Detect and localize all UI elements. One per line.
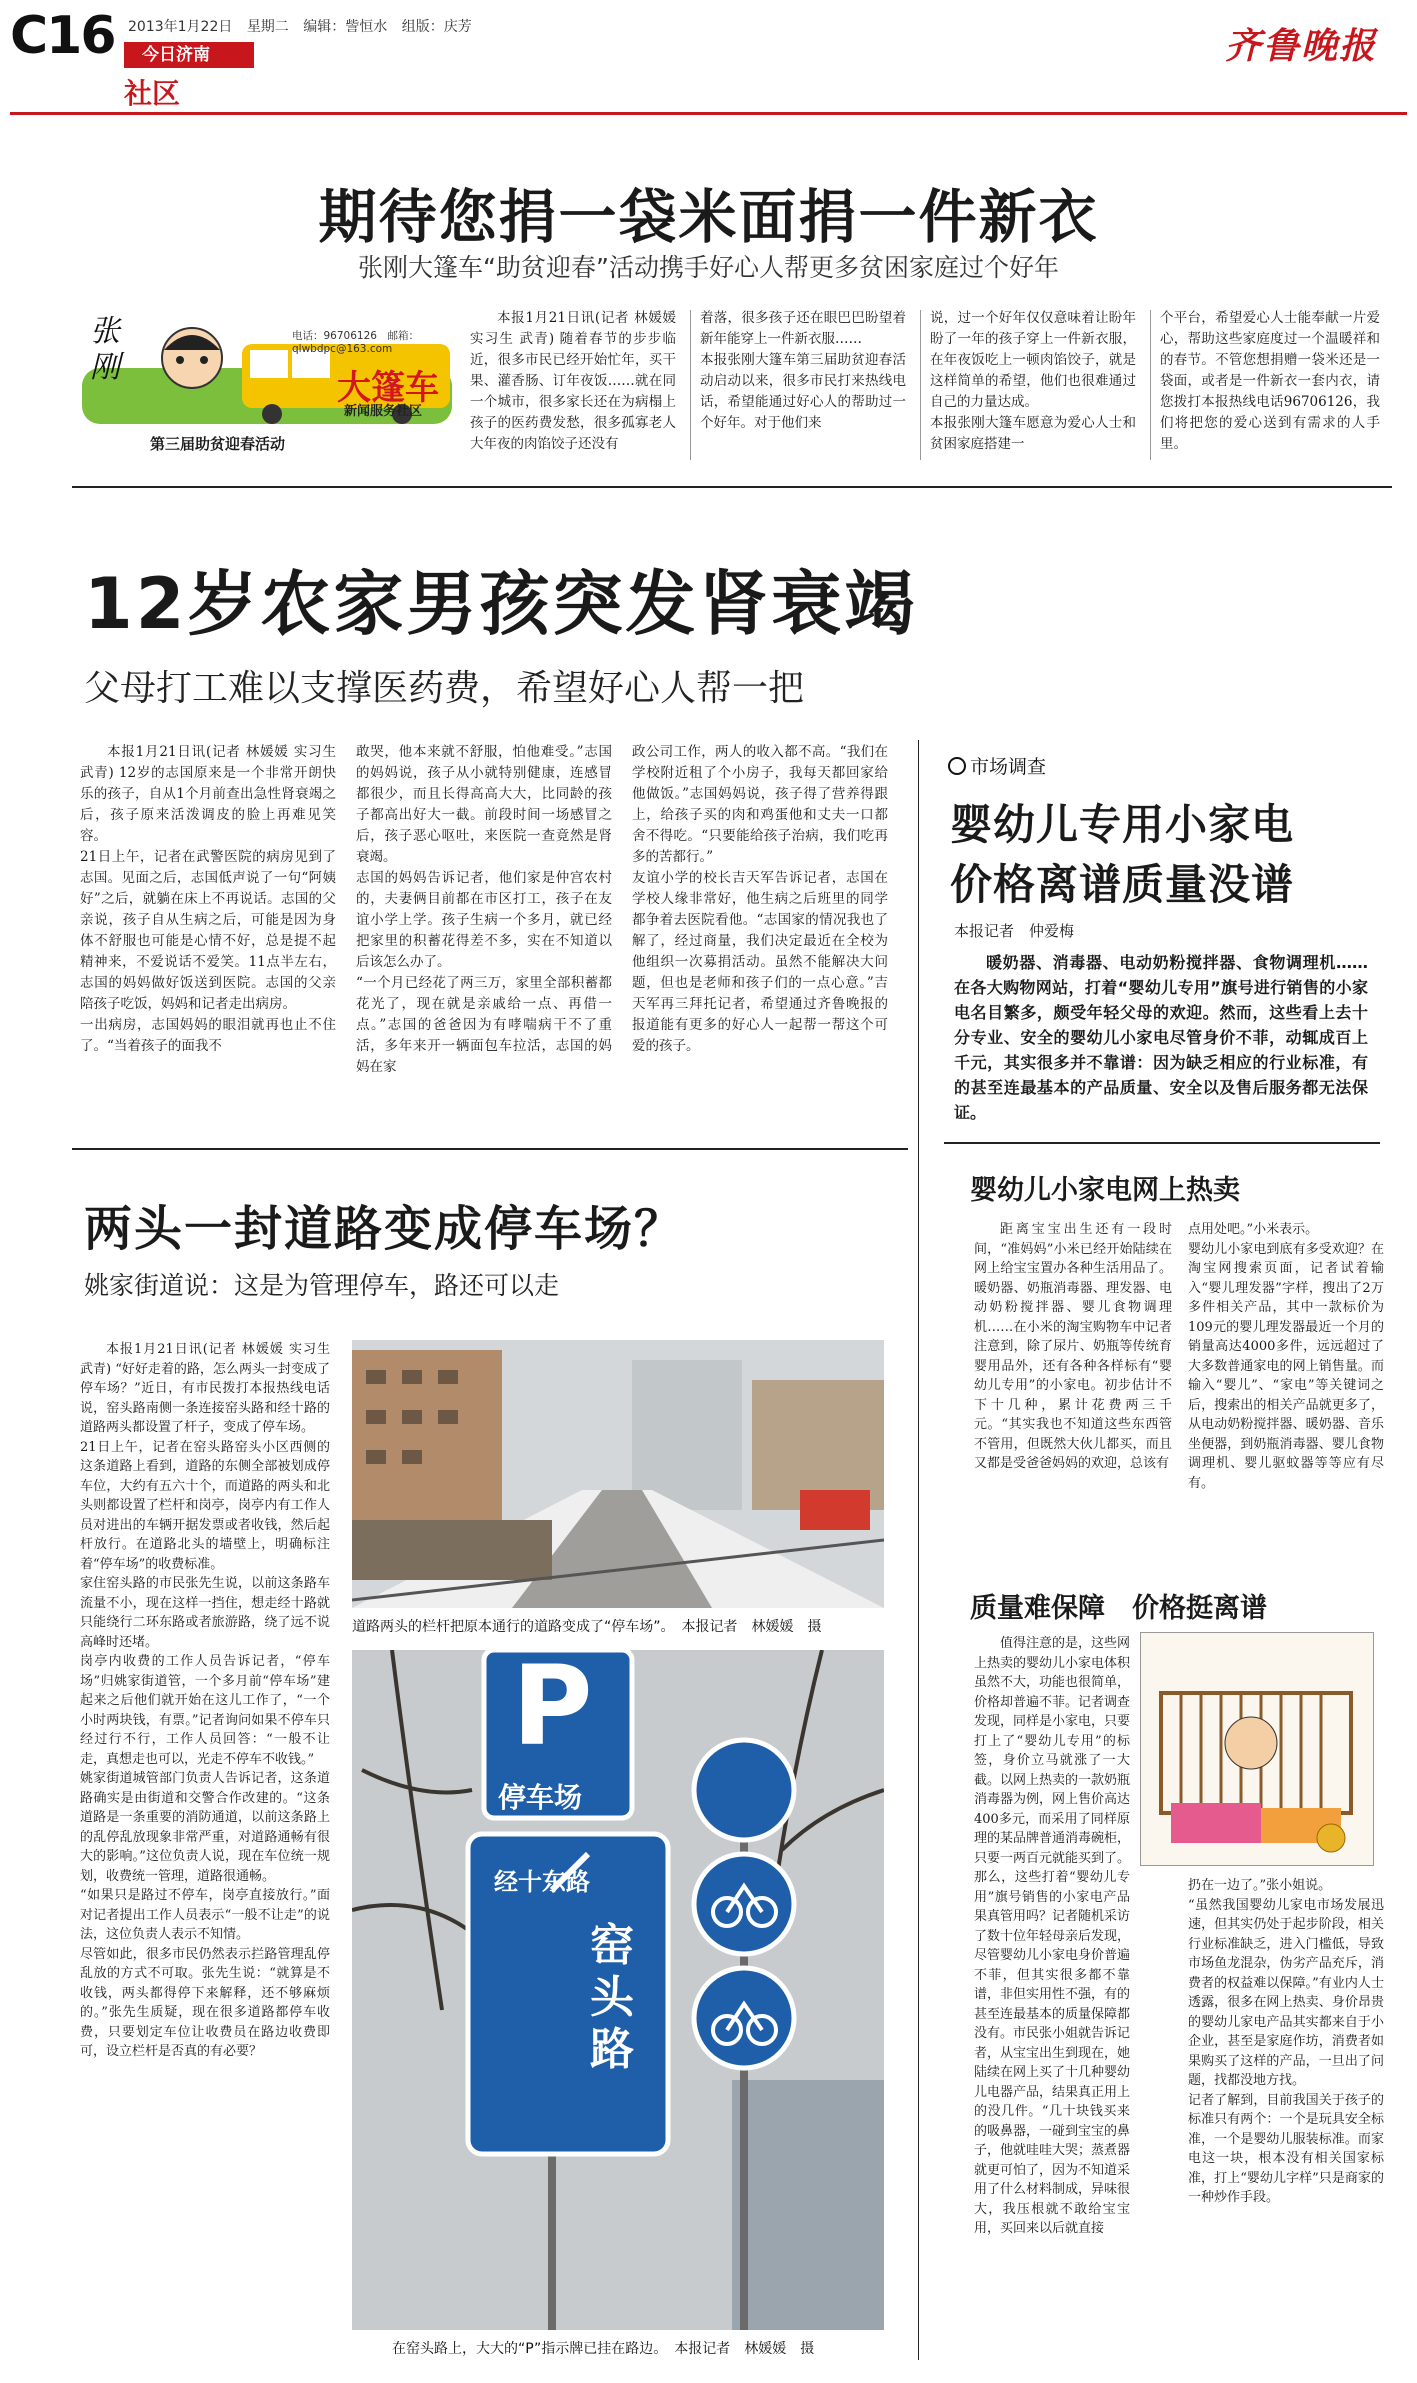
story2-subtitle: 父母打工难以支撑医药费，希望好心人帮一把 — [84, 668, 805, 709]
logo-brand: 大篷车 — [337, 368, 439, 408]
story3-sub1: 婴幼儿小家电网上热卖 — [970, 1175, 1240, 1206]
sign-p-letter: P — [512, 1650, 593, 1770]
story3-sub1-col-1: 距离宝宝出生还有一段时间，“准妈妈”小米已经开始陆续在网上给宝宝置办各种生活用品了。暖奶器、奶瓶消毒器、理发器、电动奶粉搅拌器、婴儿食物调理机……在小米的淘宝购物车中记者注意到，除了尿片、奶瓶等传统育婴用品外，还有各种各样标有“婴幼儿专用”的小家电。初步估计不下十几种，累计花费两三千元。“其实我也不知道这些东西管不管用，但既然大伙儿都买，而且又都是受爸爸妈妈的欢迎，总该有 — [974, 1222, 1172, 1471]
dapengche-logo — [82, 314, 452, 424]
story3-title-line2: 价格离谱质量没谱 — [950, 860, 1295, 909]
story1-col-3: 说，过一个好年仅仅意味着让盼年盼了一年的孩子穿上一件新衣服，在年夜饭吃上一顿肉馅饺子，就是这样简单的希望，他们也很难通过自己的力量达成。 本报张刚大篷车愿意为爱心人士和贫困家庭搭建一 — [930, 310, 1136, 452]
logo-caption: 第三届助贫迎春活动 — [150, 435, 286, 453]
market-tag — [948, 752, 1046, 779]
sign-road-top: 经十东路 — [494, 1868, 590, 1896]
story2-col-1: 本报1月21日讯(记者 林媛媛 实习生 武青) 12岁的志国原来是一个非常开朗快乐的孩子，自从1个月前查出急性肾衰竭之后，孩子原来活泼调皮的脸上再难见笑容。 21日上午，记者在武警医院的病房见到了志国。见面之后，志国低声说了一句“阿姨好”之后，就躺在床上不再说话。志国的父亲说，孩子自从生病之后，可能是因为身体不舒服也可能是心情不好，总是提不起精神来，不爱说话不爱笑。11点半左右，志国的妈妈做好饭送到医院。志国的父亲陪孩子吃饭，妈妈和记者走出病房。 一出病房，志国妈妈的眼泪就再也止不住了。“当着孩子的面我不 — [80, 744, 336, 1054]
section-title: 社区 — [124, 77, 181, 110]
section-tag: 今日济南 — [124, 42, 254, 68]
paper-logo: 齐鲁晚报 — [1224, 25, 1377, 67]
right-column-divider — [918, 740, 919, 2360]
story1-col-1: 本报1月21日讯(记者 林媛媛 实习生 武青) 随着春节的步步临近，很多市民已经开始忙年，买干果、灌香肠、订年夜饭……就在同一个城市，很多家长还在为病榻上孩子的医药费发愁，很多孤寡老人大年夜的肉馅饺子还没有 — [470, 310, 676, 452]
road-photo-art — [352, 1340, 884, 1608]
logo-contact: 电话：96706126 邮箱：qlwbdpc@163.com — [292, 330, 419, 355]
story2-col-2: 敢哭，他本来就不舒服，怕他难受。”志国的妈妈说，孩子从小就特别健康，连感冒都很少，而且长得高高大大，比同龄的孩子都高出好大一截。前段时间一场感冒之后，孩子恶心呕吐，来医院一查竟然是肾衰竭。 志国的妈妈告诉记者，他们家是仲宫农村的，夫妻俩目前都在市区打工，孩子在友谊小学上学。孩子生病一个多月，就已经把家里的积蓄花得差不多，实在不知道以后该怎么办了。 “一个月已经花了两三万，家里全部积蓄都花光了，现在就是亲戚给一点、再借一点。”志国的爸爸因为有哮喘病干不了重活，多年来开一辆面包车拉活，志国的妈妈在家 — [356, 744, 612, 1075]
date-text: 2013年1月22日 — [128, 19, 233, 35]
road-photo-caption: 道路两头的栏杆把原本通行的道路变成了“停车场”。 本报记者 林媛媛 摄 — [352, 1619, 822, 1635]
story1-divider-a — [690, 310, 691, 460]
story1-divider-c — [1150, 310, 1151, 460]
parking-sign-photo-caption: 在窑头路上，大大的“P”指示牌已挂在路边。 本报记者 林媛媛 摄 — [392, 2341, 815, 2357]
parking-sign-photo — [352, 1650, 884, 2330]
story1-subtitle: 张刚大篷车“助贫迎春”活动携手好心人帮更多贫困家庭过个好年 — [358, 253, 1059, 282]
story1-col-2: 着落，很多孩子还在眼巴巴盼望着新年能穿上一件新衣服…… 本报张刚大篷车第三届助贫迎春活动启动以来，很多市民打来热线电话，希望能通过好心人的帮助过一个好年。对于他们来 — [700, 310, 906, 431]
header-date — [128, 16, 472, 36]
story1-col-4: 个平台，希望爱心人士能奉献一片爱心，帮助这些家庭度过一个温暖祥和的春节。不管您想捐赠一袋米还是一袋面，或者是一件新衣一套内衣，请您拨打本报热线电话96706126，我们将把您的爱心送到有需求的人手里。 — [1160, 310, 1380, 452]
logo-handwritten-name: 张刚 — [90, 314, 120, 385]
sign-parking-label: 停车场 — [498, 1781, 583, 1814]
crib-drawing — [1141, 1633, 1373, 1865]
weekday-text: 星期二 — [246, 19, 289, 35]
story2-title: 12岁农家男孩突发肾衰竭 — [84, 563, 918, 645]
story1-title: 期待您捐一袋米面捐一件新衣 — [318, 183, 1099, 251]
story1-rule — [72, 486, 1392, 488]
story3-title-line1: 婴幼儿专用小家电 — [950, 800, 1295, 849]
story3-lead: 暖奶器、消毒器、电动奶粉搅拌器、食物调理机……在各大购物网站，打着“婴幼儿专用”旗号进行销售的小家电名目繁多，颇受年轻父母的欢迎。然而，这些看上去十分专业、安全的婴幼儿小家电尽管身价不菲，动辄成百上千元，其实很多并不靠谱：因为缺乏相应的行业标准，有的甚至连最基本的产品质量、安全以及售后服务都无法保证。 — [954, 953, 1368, 1122]
story2-col-3: 政公司工作，两人的收入都不高。“我们在学校附近租了个小房子，我每天都回家给他做饭。”志国妈妈说，孩子得了营养得跟上，给孩子买的肉和鸡蛋他和丈夫一口都舍不得吃。“只要能给孩子治病，我们吃再多的苦都行。” 友谊小学的校长吉天军告诉记者，志国在学校人缘非常好，他生病之后班里的同学都争着去医院看他。“志国家的情况我也了解了，经过商量，我们决定最近在全校为他组织一次募捐活动。虽然不能解决大问题，但也是老师和孩子们的一点心意。”吉天军再三拜托记者，希望通过齐鲁晚报的报道能有更多的好心人一起帮一帮这个可爱的孩子。 — [632, 744, 888, 1054]
story3-sub2-left: 值得注意的是，这些网上热卖的婴幼儿小家电体积虽然不大，功能也很简单，价格却普遍不菲。记者调查发现，同样是小家电，只要打上了“婴幼儿专用”的标签，身价立马就涨了一大截。以网上热卖的一款奶瓶消毒器为例，网上售价高达400多元，而采用了同样原理的某品牌普通消毒碗柜，只要一两百元就能买到了。 那么，这些打着“婴幼儿专用”旗号销售的小家电产品果真管用吗？记者随机采访了数十位年轻母亲后发现，尽管婴幼儿小家电身价普遍不菲，但其实很多都不靠谱，非但实用性不强，有的甚至连最基本的质量保障都没有。市民张小姐就告诉记者，从宝宝出生到现在，她陆续在网上买了十几种婴幼儿电器产品，结果真正用上的没几件。“几十块钱买来的吸鼻器，一碰到宝宝的鼻子，他就哇哇大哭；蒸煮器就更可怕了，因为不知道采用了什么材料制成，异味很大，我压根就不敢给宝宝用，买回来以后就直接 — [974, 1636, 1130, 2236]
story2-rule — [72, 1148, 908, 1150]
story4-text: 本报1月21日讯(记者 林媛媛 实习生 武青) “好好走着的路，怎么两头一封变成了停车场？”近日，有市民拨打本报热线电话说，窑头路南侧一条连接窑头路和经十路的道路两头都设置了杆子，变成了停车场。 21日上午，记者在窑头路窑头小区西侧的这条道路上看到，道路的东侧全部被划成停车位，大约有五六十个，而道路的两头和北头则都设置了栏杆和岗亭，岗亭内有工作人员对进出的车辆开据发票或者收钱，然后起杆放行。在道路北头的墙壁上，明确标注着“停车场”的收费标准。 家住窑头路的市民张先生说，以前这条路车流量不小，现在这样一挡住，想走经十路就只能绕行二环东路或者旅游路，绕了远不说高峰时还堵。 岗亭内收费的工作人员告诉记者，“停车场”归姚家街道管，一个多月前“停车场”建起来之后他们就开始在这儿工作了，“一个小时两块钱，有票。”记者询问如果不停车只经过行不行，工作人员回答：“一般不让走，真想走也可以，光走不停车不收钱。” 姚家街道城管部门负责人告诉记者，这条道路确实是由街道和交警合作改建的。“这条道路是一条重要的消防通道，以前这条路上的乱停乱放现象非常严重，对道路通畅有很大的影响。”这位负责人说，现在车位统一规划，收费统一管理，道路很通畅。 “如果只是路过不停车，岗亭直接放行。”面对记者提出工作人员表示“一般不让走”的说法，这位负责人表示不知情。 尽管如此，很多市民仍然表示拦路管理乱停乱放的方式不可取。张先生说：“就算是不收钱，两头都得停下来解释，还不够麻烦的。”张先生质疑，现在很多道路都停车收费，只要划定车位让收费员在路边收费即可，设立栏杆是否真的有必要？ — [80, 1342, 330, 2059]
layout-editor-text: 组版：庆芳 — [401, 19, 472, 35]
road-photo — [352, 1340, 884, 1608]
crib-illustration — [1140, 1632, 1374, 1866]
sign-road-main: 窑头路 — [590, 1920, 634, 2075]
logo-sub: 新闻服务社区 — [344, 404, 423, 419]
story4-subtitle: 姚家街道说：这是为管理停车，路还可以走 — [84, 1271, 560, 1300]
story3-byline: 本报记者 仲爱梅 — [954, 922, 1075, 940]
header-rule — [10, 112, 1407, 115]
story4-title: 两头一封道路变成停车场？ — [84, 1201, 685, 1257]
story1-divider-b — [920, 310, 921, 460]
story3-sub1-col-2: 点用处吧。”小米表示。 婴幼儿小家电到底有多受欢迎？在淘宝网搜索页面，记者试着输入“婴儿理发器”字样，搜出了2万多件相关产品，其中一款标价为109元的婴儿理发器最近一个月的销量高达4000多件，远远超过了大多数普通家电的网上销售量。而输入“婴儿”、“家电”等关键词之后，搜索出的相关产品就更多了，从电动奶粉搅拌器、暖奶器、音乐坐便器，到奶瓶消毒器、婴儿食物调理机、婴儿驱蚊器等等应有尽有。 — [1188, 1222, 1384, 1491]
story3-sub2-right: 扔在一边了。”张小姐说。 “虽然我国婴幼儿家电市场发展迅速，但其实仍处于起步阶段，相关行业标准缺乏，进入门槛低，导致市场鱼龙混杂，伪劣产品充斥，消费者的权益难以保障。”有业内人士透露，很多在网上热卖、身价昂贵的婴幼儿家电产品其实都来自于小企业，甚至是家庭作坊，消费者如果购买了这样的产品，一旦出了问题，找都没地方找。 记者了解到，目前我国关于孩子的标准只有两个：一个是玩具安全标准，一个是婴幼儿服装标准。而家电这一块，根本没有相关国家标准，打上“婴幼儿字样”只是商家的一种炒作手段。 — [1188, 1878, 1384, 2205]
market-tag-label: 市场调查 — [970, 756, 1047, 778]
page-number: C16 — [10, 6, 115, 66]
lead-rule — [944, 1142, 1380, 1144]
tag-dot-icon — [948, 757, 966, 775]
editor-text: 编辑：訾恒水 — [303, 19, 388, 35]
story3-sub2: 质量难保障 价格挺离谱 — [970, 1593, 1267, 1624]
